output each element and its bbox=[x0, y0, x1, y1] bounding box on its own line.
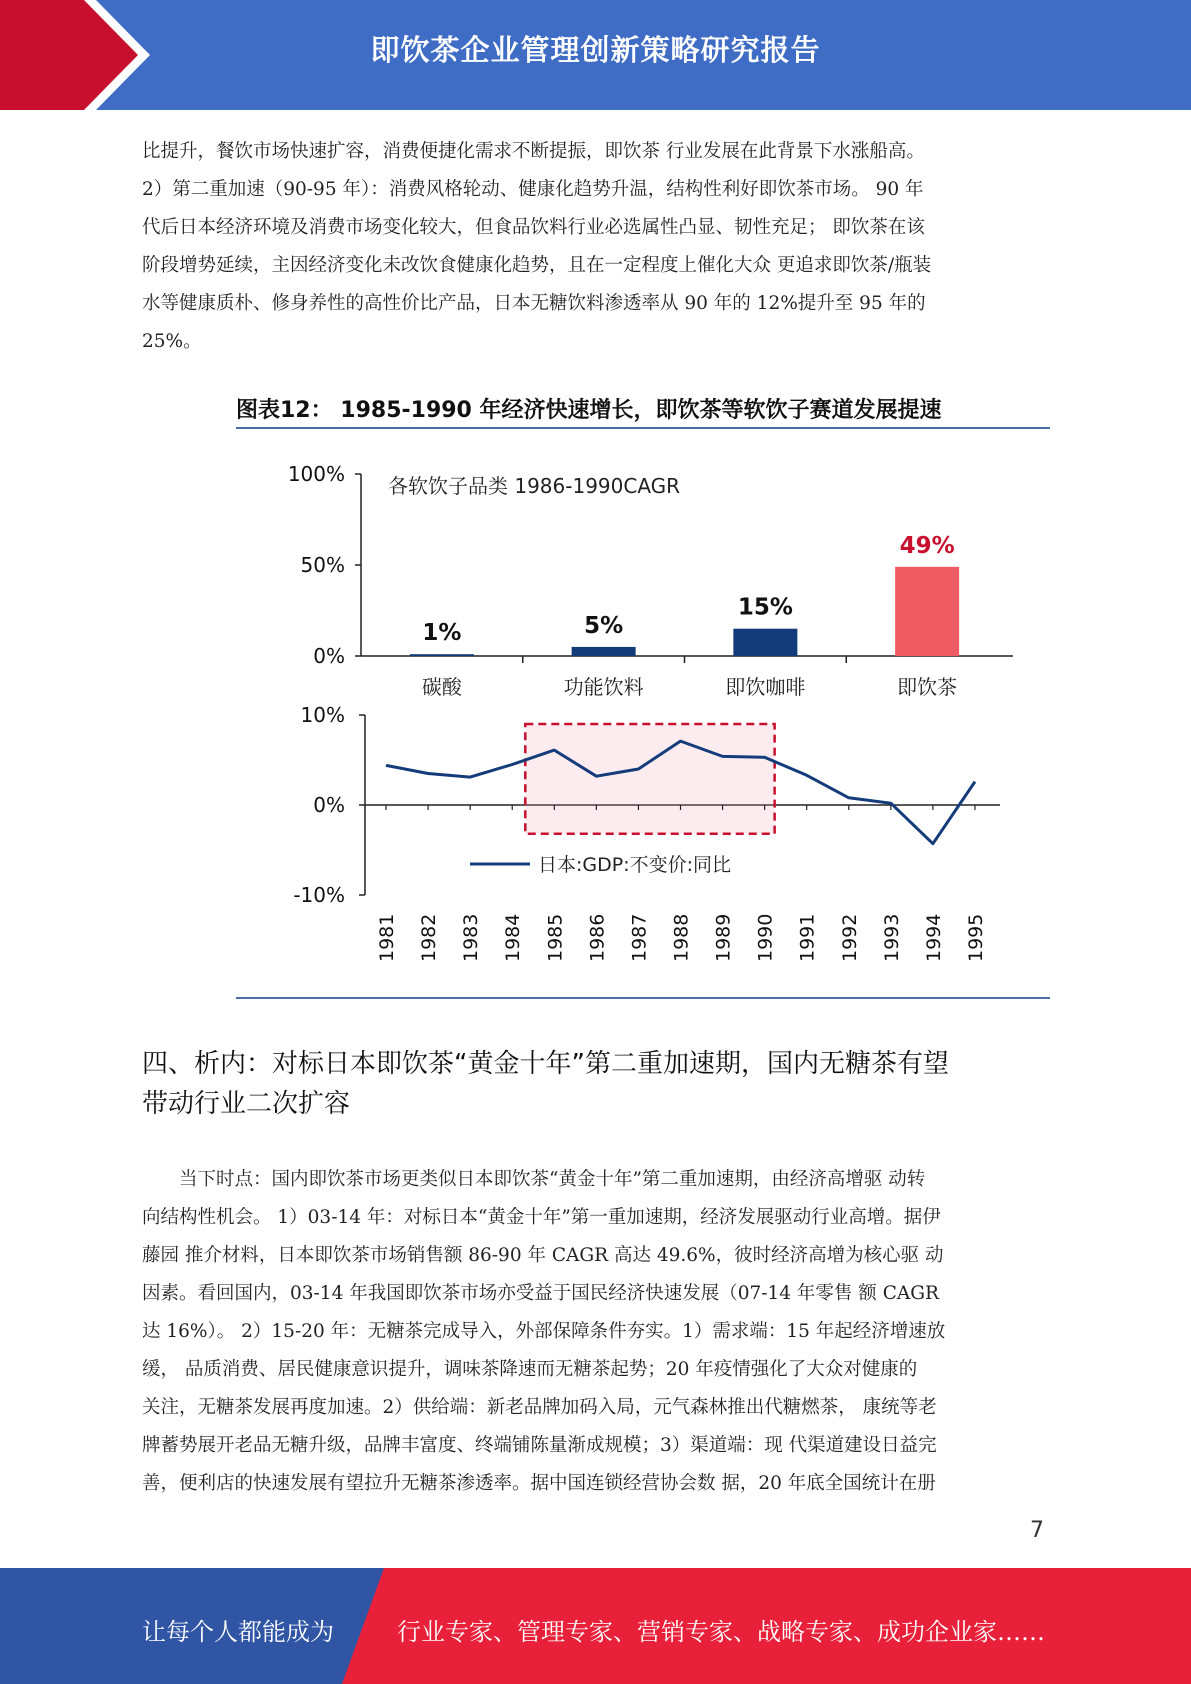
footer-slogan-left: 让每个人都能成为 bbox=[142, 1618, 334, 1646]
bar bbox=[733, 629, 797, 656]
line-x-tick-label: 1984 bbox=[502, 913, 525, 962]
body-line: 向结构性机会。 1）03-14 年：对标日本“黄金十年”第一重加速期，经济发展驱动行业高增。据伊 bbox=[142, 1207, 941, 1228]
line-x-tick-label: 1991 bbox=[796, 913, 819, 962]
bar bbox=[895, 567, 959, 656]
bar-value-label: 49% bbox=[899, 532, 955, 559]
body-line: 达 16%）。 2）15-20 年：无糖茶完成导入，外部保障条件夯实。1）需求端：15 年起经济增速放 bbox=[142, 1321, 946, 1342]
line-x-tick-label: 1994 bbox=[922, 913, 945, 962]
intro-paragraph bbox=[142, 133, 1047, 361]
page-header bbox=[0, 0, 1191, 110]
line-x-tick-label: 1982 bbox=[418, 913, 441, 962]
line-x-tick-label: 1993 bbox=[880, 913, 903, 962]
figure-chart bbox=[236, 432, 1050, 994]
bar-value-label: 5% bbox=[584, 612, 624, 639]
bar-category-label: 功能饮料 bbox=[563, 675, 644, 699]
line-x-tick-label: 1981 bbox=[376, 913, 399, 962]
bar-y-tick-label: 0% bbox=[313, 644, 345, 668]
bar-category-label: 碳酸 bbox=[421, 675, 462, 699]
line-y-tick-label: -10% bbox=[293, 883, 345, 907]
line-x-tick-label: 1987 bbox=[628, 913, 651, 962]
footer-slogan-right: 行业专家、管理专家、营销专家、战略专家、成功企业家…… bbox=[397, 1618, 1045, 1646]
section-heading-line: 四、析内：对标日本即饮茶“黄金十年”第二重加速期，国内无糖茶有望 bbox=[142, 1049, 949, 1079]
highlight-box bbox=[525, 724, 774, 834]
bar bbox=[572, 647, 636, 656]
intro-line: 2）第二重加速（90-95 年）：消费风格轮动、健康化趋势升温，结构性利好即饮茶市场。 90 年 bbox=[142, 179, 924, 200]
bar-y-tick-label: 100% bbox=[287, 462, 345, 486]
line-y-tick-label: 0% bbox=[313, 793, 345, 817]
body-line: 善，便利店的快速发展有望拉升无糖茶渗透率。据中国连锁经营协会数 据，20 年底全国统计在册 bbox=[142, 1473, 936, 1494]
section-heading-line: 带动行业二次扩容 bbox=[142, 1089, 351, 1119]
bar-category-label: 即饮茶 bbox=[897, 675, 958, 699]
body-line: 牌蓄势展开老品无糖升级，品牌丰富度、终端铺陈量渐成规模；3）渠道端：现 代渠道建设日益完 bbox=[142, 1435, 937, 1456]
intro-line: 阶段增势延续，主因经济变化未改饮食健康化趋势，且在一定程度上催化大众 更追求即饮茶/瓶装 bbox=[142, 255, 932, 276]
body-line: 关注，无糖茶发展再度加速。2）供给端：新老品牌加码入局，元气森林推出代糖燃茶， 康统等老 bbox=[142, 1397, 937, 1418]
line-x-tick-label: 1986 bbox=[586, 913, 609, 962]
body-line: 当下时点：国内即饮茶市场更类似日本即饮茶“黄金十年”第二重加速期，由经济高增驱 动转 bbox=[142, 1169, 926, 1190]
bar-y-tick-label: 50% bbox=[300, 553, 345, 577]
line-y-tick-label: 10% bbox=[300, 703, 345, 727]
intro-line: 比提升，餐饮市场快速扩容，消费便捷化需求不断提振，即饮茶 行业发展在此背景下水涨船高。 bbox=[142, 141, 925, 162]
bar-value-label: 15% bbox=[737, 594, 793, 621]
figure-title: 图表12： 1985-1990 年经济快速增长，即饮茶等软饮子赛道发展提速 bbox=[236, 398, 942, 423]
bar-chart-title: 各软饮子品类 1986-1990CAGR bbox=[388, 474, 681, 498]
line-x-tick-label: 1990 bbox=[754, 913, 777, 962]
line-x-tick-label: 1995 bbox=[964, 913, 987, 962]
intro-line: 25%。 bbox=[142, 331, 202, 352]
legend-label: 日本:GDP:不变价:同比 bbox=[538, 854, 732, 876]
line-x-tick-label: 1988 bbox=[670, 913, 693, 962]
line-x-tick-label: 1983 bbox=[460, 913, 483, 962]
line-x-tick-label: 1989 bbox=[712, 913, 735, 962]
line-x-tick-label: 1992 bbox=[838, 913, 861, 962]
bar-value-label: 1% bbox=[422, 620, 462, 647]
header-title: 即饮茶企业管理创新策略研究报告 bbox=[370, 33, 821, 67]
bar-category-label: 即饮咖啡 bbox=[725, 675, 806, 699]
section-heading bbox=[142, 1044, 1047, 1124]
line-x-tick-label: 1985 bbox=[544, 913, 567, 962]
body-line: 因素。看回国内，03-14 年我国即饮茶市场亦受益于国民经济快速发展（07-14 年零售 额 CAGR bbox=[142, 1283, 939, 1304]
figure-bottom-rule bbox=[236, 997, 1050, 999]
intro-line: 水等健康质朴、修身养性的高性价比产品，日本无糖饮料渗透率从 90 年的 12%提升至 95 年的 bbox=[142, 293, 926, 314]
body-paragraph bbox=[142, 1161, 1047, 1503]
body-line: 藤园 推介材料，日本即饮茶市场销售额 86-90 年 CAGR 高达 49.6%，彼时经济高增为核心驱 动 bbox=[142, 1245, 944, 1266]
bar bbox=[410, 654, 474, 656]
body-line: 缓， 品质消费、居民健康意识提升，调味茶降速而无糖茶起势；20 年疫情强化了大众对健康的 bbox=[142, 1359, 918, 1380]
intro-line: 代后日本经济环境及消费市场变化较大，但食品饮料行业必选属性凸显、韧性充足； 即饮茶在该 bbox=[142, 217, 925, 238]
page-number: 7 bbox=[1030, 1518, 1044, 1543]
figure-top-rule bbox=[236, 427, 1050, 429]
